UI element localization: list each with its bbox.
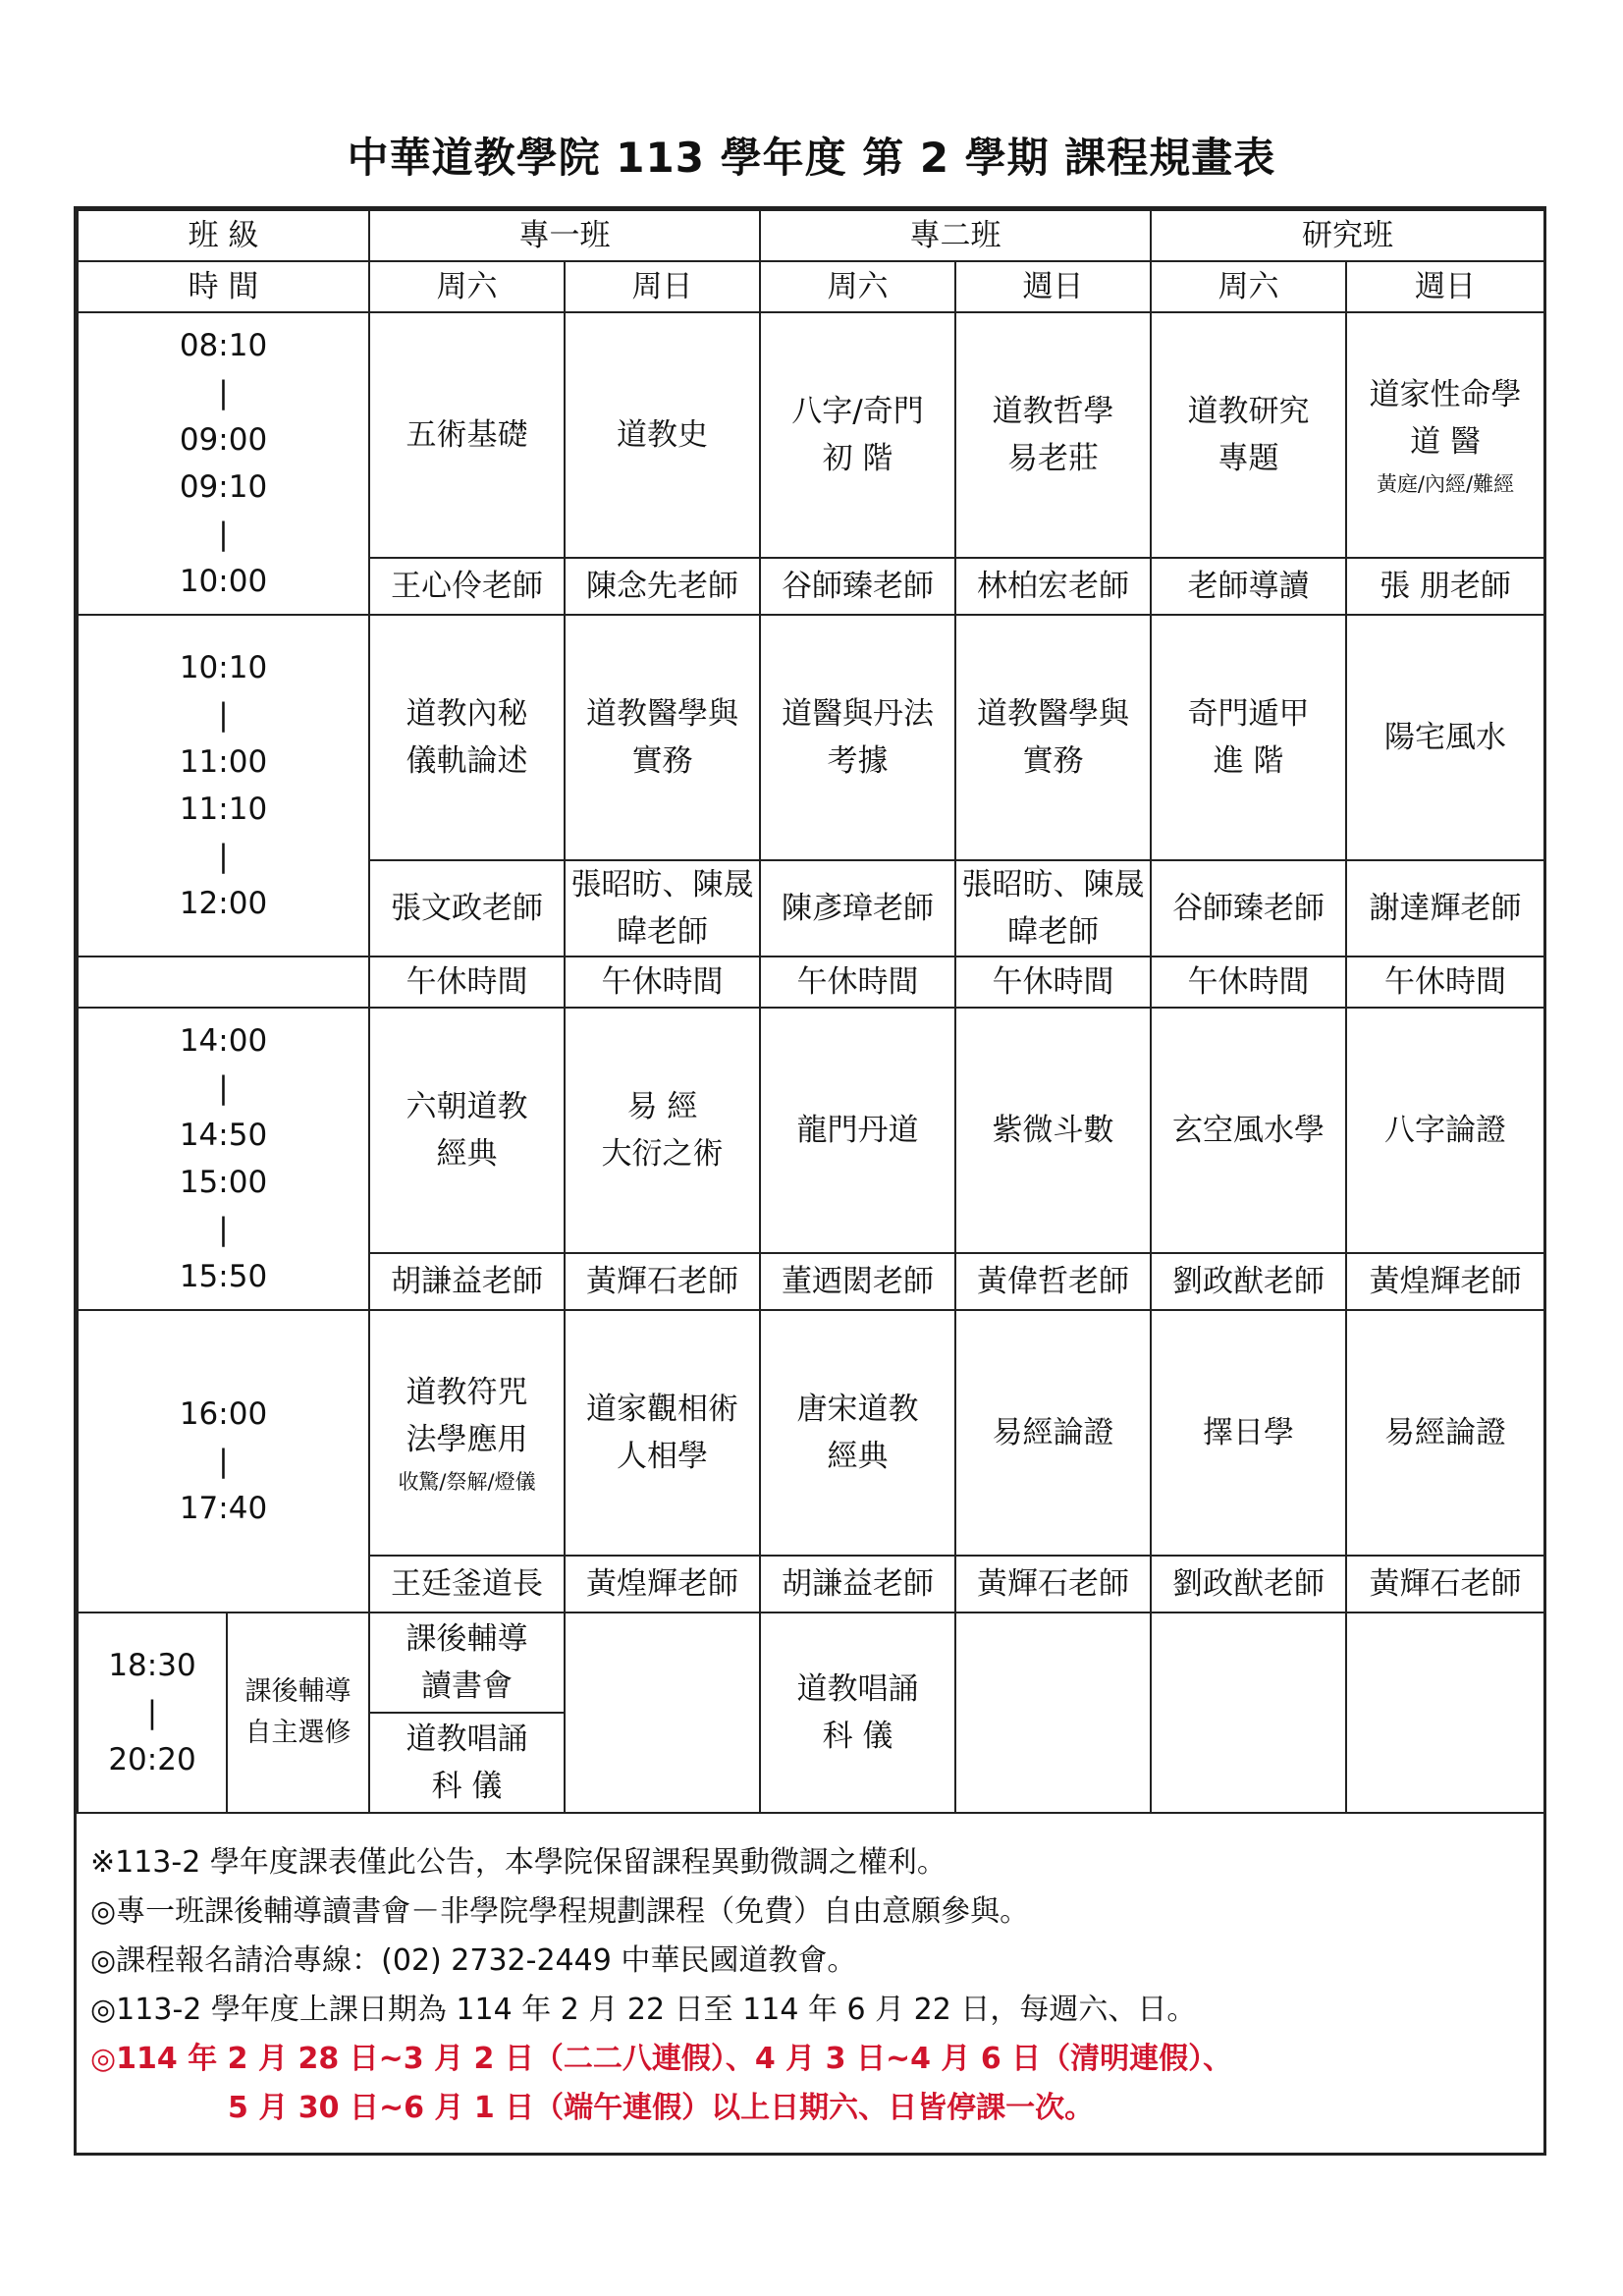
text-line: 道教醫學與 xyxy=(977,695,1130,732)
teacher-cell: 黃煌輝老師 xyxy=(565,1556,760,1613)
teacher-cell: 老師導讀 xyxy=(1151,558,1346,615)
text-line: 17:40 xyxy=(179,1491,268,1527)
text-line: 科 儀 xyxy=(822,1719,893,1755)
text-line: 道教唱誦 xyxy=(796,1671,919,1708)
text-line: | xyxy=(218,517,229,553)
text-line: 五術基礎 xyxy=(406,416,528,453)
text-line: 道家性命學 xyxy=(1369,377,1522,413)
course-cell xyxy=(1346,615,1544,860)
course-cell xyxy=(1346,312,1544,558)
evening-course-bottom xyxy=(369,1713,565,1813)
teacher-cell: 劉政猷老師 xyxy=(1151,1253,1346,1310)
text-line: 道教醫學與 xyxy=(586,695,739,732)
text-line: 道教哲學 xyxy=(992,393,1114,429)
class-label: 班 級 xyxy=(78,210,369,261)
text-line: 18:30 xyxy=(108,1648,196,1684)
text-line: | xyxy=(218,1444,229,1480)
evening-course-top xyxy=(369,1613,565,1713)
day-header: 週日 xyxy=(955,261,1151,312)
text-line: 讀書會 xyxy=(421,1668,514,1705)
text-line: | xyxy=(146,1695,158,1731)
text-line: 道教史 xyxy=(617,416,709,453)
text-line: 唐宋道教 xyxy=(796,1392,919,1428)
teacher-cell: 董迺閎老師 xyxy=(760,1253,955,1310)
text-line: 道教唱誦 xyxy=(406,1722,528,1758)
text-line: 玄空風水學 xyxy=(1172,1113,1325,1149)
text-line: 11:00 xyxy=(179,744,268,780)
course-cell xyxy=(760,312,955,558)
text-line: 道教內秘 xyxy=(406,695,528,732)
course-cell xyxy=(955,1310,1151,1556)
lunch-cell: 午休時間 xyxy=(369,957,565,1008)
teacher-cell: 陳念先老師 xyxy=(565,558,760,615)
text-line: | xyxy=(218,696,229,733)
course-cell xyxy=(1346,1008,1544,1253)
teacher-cell: 黃輝石老師 xyxy=(1346,1556,1544,1613)
text-line: | xyxy=(218,1212,229,1248)
text-line: 經典 xyxy=(827,1439,889,1475)
course-subtopics: 黃庭/內經/難經 xyxy=(1376,472,1515,497)
course-cell xyxy=(369,1310,565,1556)
lunch-cell: 午休時間 xyxy=(1346,957,1544,1008)
text-line: 實務 xyxy=(631,743,693,779)
teacher-cell: 谷師臻老師 xyxy=(760,558,955,615)
text-line: 道教研究 xyxy=(1187,393,1310,429)
text-line: 自主選修 xyxy=(244,1718,352,1749)
text-line: 15:00 xyxy=(179,1165,268,1201)
time-slot xyxy=(78,615,369,957)
holiday-note-line: ◎114 年 2 月 28 日~3 月 2 日（二二八連假）、4 月 3 日~4 月 6 日（清明連假）、 xyxy=(90,2042,1233,2076)
lunch-cell: 午休時間 xyxy=(955,957,1151,1008)
text-line: | xyxy=(218,374,229,410)
evening-course xyxy=(760,1613,955,1813)
text-line: 大衍之術 xyxy=(601,1136,724,1173)
course-cell xyxy=(760,615,955,860)
empty-cell xyxy=(1151,1613,1346,1813)
text-line: 道教符咒 xyxy=(406,1375,528,1411)
text-line: 08:10 xyxy=(179,327,268,363)
teacher-cell: 王廷釜道長 xyxy=(369,1556,565,1613)
text-line: 科 儀 xyxy=(431,1769,503,1805)
text-line: 奇門遁甲 xyxy=(1187,695,1310,732)
text-line: 16:00 xyxy=(179,1396,268,1433)
teacher-cell: 張文政老師 xyxy=(369,860,565,957)
lunch-cell: 午休時間 xyxy=(1151,957,1346,1008)
text-line: 20:20 xyxy=(108,1742,196,1778)
teacher-cell: 劉政猷老師 xyxy=(1151,1556,1346,1613)
text-line: 考據 xyxy=(827,743,889,779)
page-title: 中華道教學院 113 學年度 第 2 學期 課程規畫表 xyxy=(347,134,1276,182)
course-cell xyxy=(369,615,565,860)
text-line: 法學應用 xyxy=(406,1422,528,1458)
text-line: 10:00 xyxy=(179,564,268,600)
text-line: 道醫與丹法 xyxy=(782,695,935,732)
text-line: 陽宅風水 xyxy=(1384,719,1507,755)
text-line: 課後輔導 xyxy=(406,1621,528,1658)
day-header: 周六 xyxy=(760,261,955,312)
text-line: 10:10 xyxy=(179,649,268,685)
teacher-cell: 胡謙益老師 xyxy=(760,1556,955,1613)
course-cell xyxy=(565,615,760,860)
course-cell xyxy=(369,312,565,558)
text-line: 課後輔導 xyxy=(244,1676,352,1708)
course-cell xyxy=(1151,1310,1346,1556)
course-cell xyxy=(1151,1008,1346,1253)
time-slot xyxy=(78,312,369,615)
course-cell xyxy=(1151,312,1346,558)
class-header-3: 研究班 xyxy=(1151,210,1544,261)
course-cell xyxy=(1346,1310,1544,1556)
note-line: ◎專一班課後輔導讀書會－非學院學程規劃課程（免費）自由意願參與。 xyxy=(90,1894,1030,1929)
text-line: 八字/奇門 xyxy=(791,393,924,429)
text-line: 易老莊 xyxy=(1007,441,1100,476)
course-cell xyxy=(955,312,1151,558)
course-cell xyxy=(565,1310,760,1556)
text-line: 人相學 xyxy=(617,1439,709,1475)
empty-cell xyxy=(565,1613,760,1813)
lunch-cell: 午休時間 xyxy=(760,957,955,1008)
teacher-cell: 黃煌輝老師 xyxy=(1346,1253,1544,1310)
class-header-1: 專一班 xyxy=(369,210,760,261)
text-line: 09:00 xyxy=(179,421,268,458)
lunch-cell: 午休時間 xyxy=(565,957,760,1008)
teacher-cell: 谷師臻老師 xyxy=(1151,860,1346,957)
teacher-cell: 張昭昉、陳晟暐老師 xyxy=(955,860,1151,957)
text-line: 儀軌論述 xyxy=(406,743,528,779)
teacher-cell: 林柏宏老師 xyxy=(955,558,1151,615)
lunch-time-blank xyxy=(78,957,369,1008)
text-line: 六朝道教 xyxy=(406,1089,528,1125)
text-line: 經典 xyxy=(436,1136,498,1173)
day-header: 周日 xyxy=(565,261,760,312)
text-line: 12:00 xyxy=(179,886,268,922)
day-header: 周六 xyxy=(1151,261,1346,312)
schedule-table xyxy=(77,209,1545,1814)
text-line: 道 醫 xyxy=(1410,424,1481,461)
time-label: 時 間 xyxy=(78,261,369,312)
teacher-cell: 王心伶老師 xyxy=(369,558,565,615)
course-cell xyxy=(565,312,760,558)
note-line: ※113-2 學年度課表僅此公告，本學院保留課程異動微調之權利。 xyxy=(90,1845,947,1880)
text-line: 紫微斗數 xyxy=(992,1113,1114,1149)
time-slot xyxy=(78,1310,369,1613)
teacher-cell: 胡謙益老師 xyxy=(369,1253,565,1310)
text-line: | xyxy=(218,1070,229,1106)
text-line: 八字論證 xyxy=(1384,1113,1507,1149)
text-line: | xyxy=(218,839,229,875)
teacher-cell: 張昭昉、陳晟暐老師 xyxy=(565,860,760,957)
course-cell xyxy=(955,615,1151,860)
class-header-2: 專二班 xyxy=(760,210,1151,261)
text-line: 專題 xyxy=(1217,441,1279,476)
text-line: 龍門丹道 xyxy=(796,1113,919,1149)
day-header: 週日 xyxy=(1346,261,1544,312)
evening-time-slot xyxy=(78,1613,227,1813)
text-line: 道家觀相術 xyxy=(586,1392,739,1428)
teacher-cell: 陳彥璋老師 xyxy=(760,860,955,957)
empty-cell xyxy=(1346,1613,1544,1813)
notes-section xyxy=(77,1817,1543,2133)
note-line: ◎課程報名請洽專線：(02) 2732-2449 中華民國道教會。 xyxy=(90,1943,857,1978)
course-cell xyxy=(760,1310,955,1556)
text-line: 11:10 xyxy=(179,792,268,828)
day-header: 周六 xyxy=(369,261,565,312)
text-line: 15:50 xyxy=(179,1259,268,1295)
text-line: 實務 xyxy=(1022,743,1084,779)
teacher-cell: 黃輝石老師 xyxy=(565,1253,760,1310)
text-line: 易經論證 xyxy=(992,1415,1114,1451)
teacher-cell: 謝達輝老師 xyxy=(1346,860,1544,957)
course-cell xyxy=(369,1008,565,1253)
text-line: 易 經 xyxy=(626,1089,698,1125)
course-cell xyxy=(1151,615,1346,860)
course-cell xyxy=(760,1008,955,1253)
note-line: ◎113-2 學年度上課日期為 114 年 2 月 22 日至 114 年 6 月 22 日，每週六、日。 xyxy=(90,1993,1197,2027)
teacher-cell: 張 朋老師 xyxy=(1346,558,1544,615)
text-line: 14:00 xyxy=(179,1022,268,1059)
evening-label xyxy=(227,1613,369,1813)
schedule-sheet xyxy=(74,206,1546,2156)
text-line: 易經論證 xyxy=(1384,1415,1507,1451)
teacher-cell: 黃偉哲老師 xyxy=(955,1253,1151,1310)
course-subtopics: 收驚/祭解/燈儀 xyxy=(398,1470,536,1495)
text-line: 14:50 xyxy=(179,1118,268,1154)
text-line: 進 階 xyxy=(1213,743,1284,779)
holiday-note-line: 5 月 30 日~6 月 1 日（端午連假）以上日期六、日皆停課一次。 xyxy=(228,2091,1095,2125)
course-cell xyxy=(565,1008,760,1253)
teacher-cell: 黃輝石老師 xyxy=(955,1556,1151,1613)
text-line: 09:10 xyxy=(179,469,268,505)
time-slot xyxy=(78,1008,369,1310)
text-line: 初 階 xyxy=(822,441,893,476)
empty-cell xyxy=(955,1613,1151,1813)
text-line: 擇日學 xyxy=(1203,1415,1295,1451)
course-cell xyxy=(955,1008,1151,1253)
